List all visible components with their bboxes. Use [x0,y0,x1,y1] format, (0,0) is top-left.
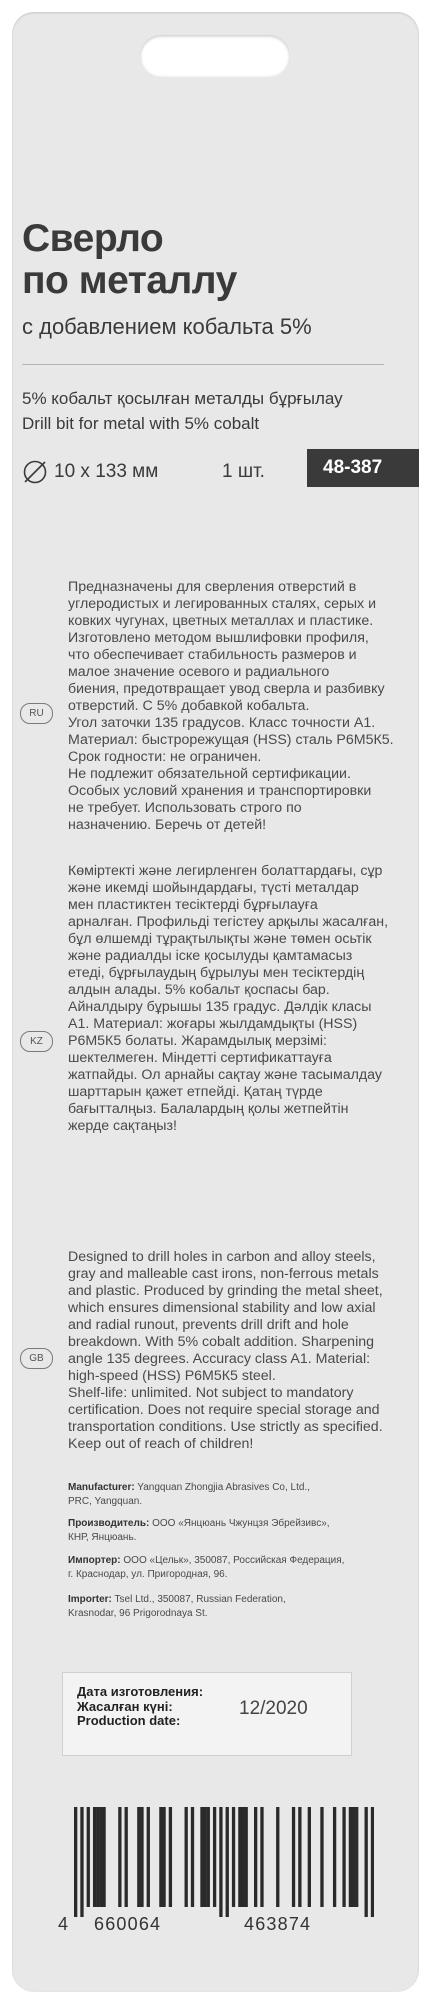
description-line: бұл өлшемді тұрақтылықты және төмен осьтік [68,931,372,947]
barcode-bar [298,1807,301,1907]
barcode-area [0,1770,431,2000]
description-line: Shelf-life: unlimited. Not subject to mandatory [68,1385,354,1401]
description-line: Изготовлено методом вышлифовки профиля, [68,630,369,646]
quantity-value: 1 шт. [222,461,265,482]
description-line: что обеспечивает стабильность размеров и [68,647,357,663]
barcode-bar [219,1807,222,1917]
description-line: шектелмеген. Міндетті сертификаттауға [68,1050,332,1066]
description-line: углеродистых и легированных сталях, серых и [68,596,377,612]
description-line: Предназначены для сверления отверстий в [68,579,357,595]
barcode-bar [87,1807,90,1907]
manufacturer-info-ru [68,1517,398,1545]
description-line: жатпайды. Ол арнайы сақтау және тасымалдау [68,1067,382,1083]
barcode-bar [140,1807,143,1907]
maker-text: Krasnodar, 96 Prigorodnaya St. [68,1608,208,1619]
description-line: жерде сақтаңыз! [68,1118,177,1134]
description-line: Срок годности: не ограничен. [68,749,262,765]
maker-label: Импортер: [68,1555,121,1566]
barcode-bar [226,1807,229,1917]
barcode-bar [185,1807,188,1907]
barcode-bar [200,1807,203,1907]
barcode-bar [213,1807,216,1907]
description-line: Р6М5К5 болаты. Жарамдылық мерзімі: [68,1033,327,1049]
description-line: Айналдыру бұрышы 135 градус. Дәлдік класы [68,999,372,1015]
barcode-bar [333,1807,336,1907]
barcode-digits-group-2: 463874 [244,1914,312,1934]
diameter-icon [22,459,48,485]
barcode-bar [349,1807,352,1907]
sku-badge: 48-387 [307,449,419,487]
description-line: шарттарын қажет етпейді. Қатаң түрде [68,1084,323,1100]
language-badge-ru: RU [20,703,53,724]
description-line: Угол заточки 135 градусов. Класс точности А1. [68,715,376,731]
barcode-bar [260,1807,263,1907]
maker-label: Производитель: [68,1518,150,1529]
maker-text: г. Краснодар, ул. Пригородная, 96. [68,1569,228,1580]
language-badge-gb: GB [20,1348,53,1369]
maker-text: Tsel Ltd., 350087, Russian Federation, [114,1594,286,1605]
description-gb [68,1249,403,1453]
production-date-labels [77,1685,203,1729]
barcode-bar [137,1807,140,1907]
barcode-bar [207,1807,210,1907]
barcode-bar [320,1807,323,1907]
maker-text: ООО «Цельк», 350087, Российская Федерация, [123,1555,345,1566]
description-line: және икемді шойындардағы, түсті металдар [68,880,359,896]
barcode-bar [342,1807,345,1907]
size-value: 10 x 133 мм [54,461,159,482]
description-line: high-speed (HSS) Р6М5К5 steel. [68,1368,276,1384]
barcode-bar [203,1807,206,1907]
description-line: Особых условий хранения и транспортировки [68,783,372,799]
maker-text: PRC, Yangquan. [68,1496,143,1507]
description-line: малое значение осевого и радиального [68,664,330,680]
title-line-2: по металлу [22,259,237,302]
description-line: ковких чугунах, цветных металлах и пластике. [68,613,374,629]
description-ru [68,579,403,834]
description-line: етеді, бұрғылаудың бұрылуы мен тесіктердің [68,965,365,981]
barcode-bar [191,1807,194,1907]
barcode-bar [254,1807,257,1907]
description-line: Материал: быстрорежущая (HSS) сталь Р6М5К5. [68,732,394,748]
description-line: and radial runout, prevents drill drift and hole [68,1317,349,1333]
barcode-bar [162,1807,165,1907]
description-line: отверстий. С 5% добавкой кобальта. [68,698,310,714]
maker-label: Importer: [68,1594,112,1605]
description-line: transportation conditions. Use strictly as specified. [68,1419,383,1435]
manufacturer-info-en [68,1481,398,1509]
description-line: Көміртекті және легирленген болаттардағы, сұр [68,863,383,879]
barcode-bar [125,1807,128,1907]
description-line: Designed to drill holes in carbon and alloy steels, [68,1249,376,1265]
barcode-graphic [74,1807,374,1917]
barcode-bar [93,1807,96,1907]
importer-info-ru [68,1554,398,1582]
barcode-bar [232,1807,235,1907]
date-label-en: Production date: [77,1713,181,1728]
barcode-bar [238,1807,241,1907]
barcode-bar [371,1807,374,1917]
barcode-bar [147,1807,150,1907]
barcode-bar [292,1807,295,1907]
language-badge-kz: KZ [20,1031,53,1052]
barcode-bar [241,1807,244,1907]
maker-label: Manufacturer: [68,1482,135,1493]
importer-info-en [68,1593,398,1621]
barcode-bar [245,1807,248,1907]
description-line: алдын алады. 5% кобальт қоспасы бар. [68,982,330,998]
barcode-bar [99,1807,102,1907]
description-line: не требует. Использовать строго по [68,800,302,816]
description-line: биения, предотвращает увод сверла и разбивку [68,681,385,697]
description-line: Не подлежит обязательной сертификации. [68,766,351,782]
barcode-bar [365,1807,368,1917]
description-line: Keep out of reach of children! [68,1436,254,1452]
product-title [22,218,402,302]
barcode-bar [276,1807,279,1907]
barcode-digits-group-1: 660064 [94,1914,162,1934]
maker-text: Yangquan Zhongjia Abrasives Co, Ltd., [137,1482,311,1493]
description-line: breakdown. With 5% cobalt addition. Sharpening [68,1334,375,1350]
title-line-1: Сверло [22,217,164,260]
barcode-digit-first: 4 [58,1914,69,1934]
description-line: арналған. Профильді тегістеу арқылы жасалған, [68,914,389,930]
barcode-bar [169,1807,172,1907]
production-date-value: 12/2020 [239,1698,308,1719]
barcode-bar [118,1807,121,1907]
description-line: angle 135 degrees. Accuracy class A1. Material: [68,1351,371,1367]
divider [22,364,384,365]
product-subtitle: с добавлением кобальта 5% [22,314,312,339]
barcode-bar [352,1807,355,1907]
description-line: which ensures dimensional stability and low axial [68,1300,376,1316]
barcode-bar [308,1807,311,1907]
description-line: бағытталңыз. Балалардың қолы жетпейтін [68,1101,349,1117]
description-line: және радиалды іске қосылуды қамтамасыз [68,948,353,964]
description-line: назначению. Беречь от детей! [68,817,267,833]
description-line: мен пластиктен тесіктерді бұрғылауға [68,897,318,913]
description-line: A1. Материал: жоғары жылдамдықты (HSS) [68,1016,358,1032]
production-date-box [62,1672,352,1756]
barcode-bar [80,1807,83,1917]
description-line: certification. Does not require special storage and [68,1402,380,1418]
description-kz [68,863,403,1135]
date-label-kz: Жасалған күні: [77,1698,173,1714]
barcode-bar [159,1807,162,1907]
description-line: gray and malleable cast irons, non-ferrous metals [68,1266,379,1282]
alt-name-kz: 5% кобальт қосылған металды бұрғылау [22,389,343,408]
alt-name-en: Drill bit for metal with 5% cobalt [22,414,260,433]
barcode-bar [355,1807,358,1907]
description-line: and plastic. Produced by grinding the metal sheet, [68,1283,383,1299]
maker-text: КНР, Янцюань. [68,1532,137,1543]
barcode-bar [74,1807,77,1917]
barcode-bar [102,1807,105,1907]
hang-hole [140,35,290,77]
date-label-ru: Дата изготовления: [77,1684,204,1699]
maker-text: ООО «Янцюань Чжунцзя Эбрейзивс», [152,1518,330,1529]
barcode-bar [96,1807,99,1907]
